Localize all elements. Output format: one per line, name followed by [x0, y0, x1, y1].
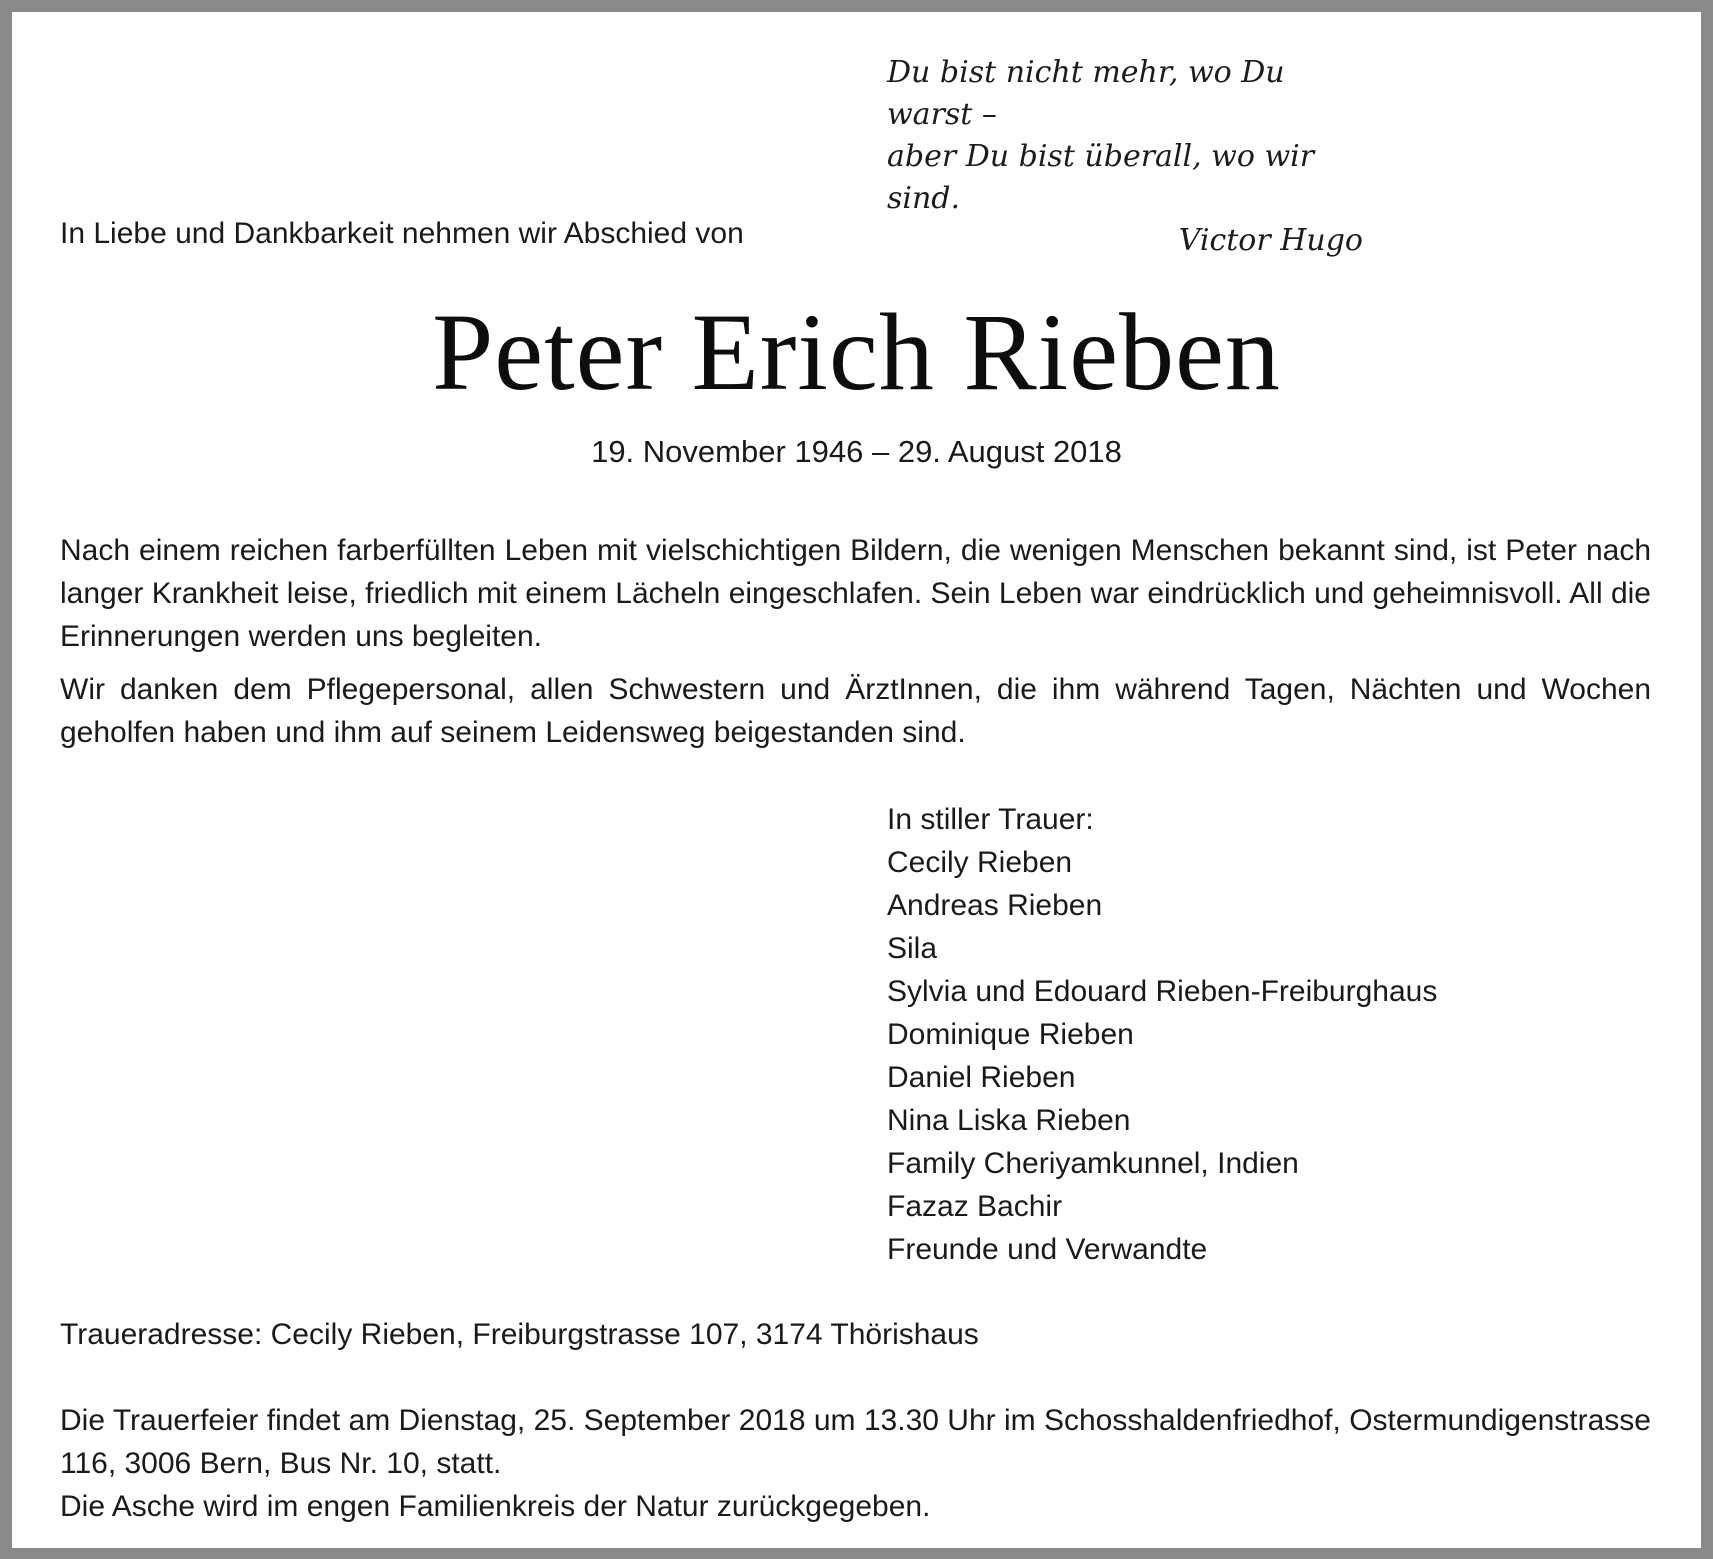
mourner-name: Daniel Rieben [887, 1061, 1076, 1094]
ceremony-info: Die Trauerfeier findet am Dienstag, 25. September 2018 um 13.30 Uhr im Schosshaldenfriedhof, Ostermundigenstrasse 116, 3006 Bern, Bus Nr. 10, statt. [60, 1404, 1651, 1480]
quote-line-2: aber Du bist überall, wo wir sind. [887, 139, 1315, 216]
mourner-name: Andreas Rieben [887, 889, 1103, 922]
paragraph-life: Nach einem reichen farberfüllten Leben mit vielschichtigen Bildern, die wenigen Menschen bekannt sind, ist Peter nach langer Krankheit leise, friedlich mit einem Lächeln eingeschlafen. Sein Leben war eindrücklich und geheimnisvoll. All die Erinnerungen werden uns begleiten. [60, 534, 1651, 653]
mourning-address: Traueradresse: Cecily Rieben, Freiburgstrasse 107, 3174 Thörishaus [60, 1318, 979, 1351]
mourner-name: Family Cheriyamkunnel, Indien [887, 1147, 1299, 1180]
quote-line-1: Du bist nicht mehr, wo Du warst – [887, 55, 1285, 132]
quote-author: Victor Hugo [1178, 223, 1363, 258]
paragraph-thanks: Wir danken dem Pflegepersonal, allen Schwestern und ÄrztInnen, die ihm während Tagen, Nächten und Wochen geholfen haben und ihm auf seinem Leidensweg beigestanden sind. [60, 673, 1651, 749]
mourner-name: Dominique Rieben [887, 1018, 1134, 1051]
obituary-page [12, 12, 1701, 1548]
mourners-heading: In stiller Trauer: [887, 803, 1094, 836]
intro-line: In Liebe und Dankbarkeit nehmen wir Abschied von [60, 217, 744, 250]
ashes-note: Die Asche wird im engen Familienkreis der Natur zurückgegeben. [60, 1490, 931, 1523]
deceased-name: Peter Erich Rieben [432, 291, 1281, 413]
mourners-list [887, 798, 1437, 1271]
life-dates: 19. November 1946 – 29. August 2018 [591, 434, 1122, 469]
epigraph-quote [887, 52, 1367, 262]
mourner-name: Fazaz Bachir [887, 1190, 1063, 1223]
mourner-name: Cecily Rieben [887, 846, 1073, 879]
mourner-name: Nina Liska Rieben [887, 1104, 1131, 1137]
mourner-name: Sylvia und Edouard Rieben-Freiburghaus [887, 975, 1438, 1008]
mourner-name: Freunde und Verwandte [887, 1233, 1208, 1266]
mourner-name: Sila [887, 932, 938, 965]
